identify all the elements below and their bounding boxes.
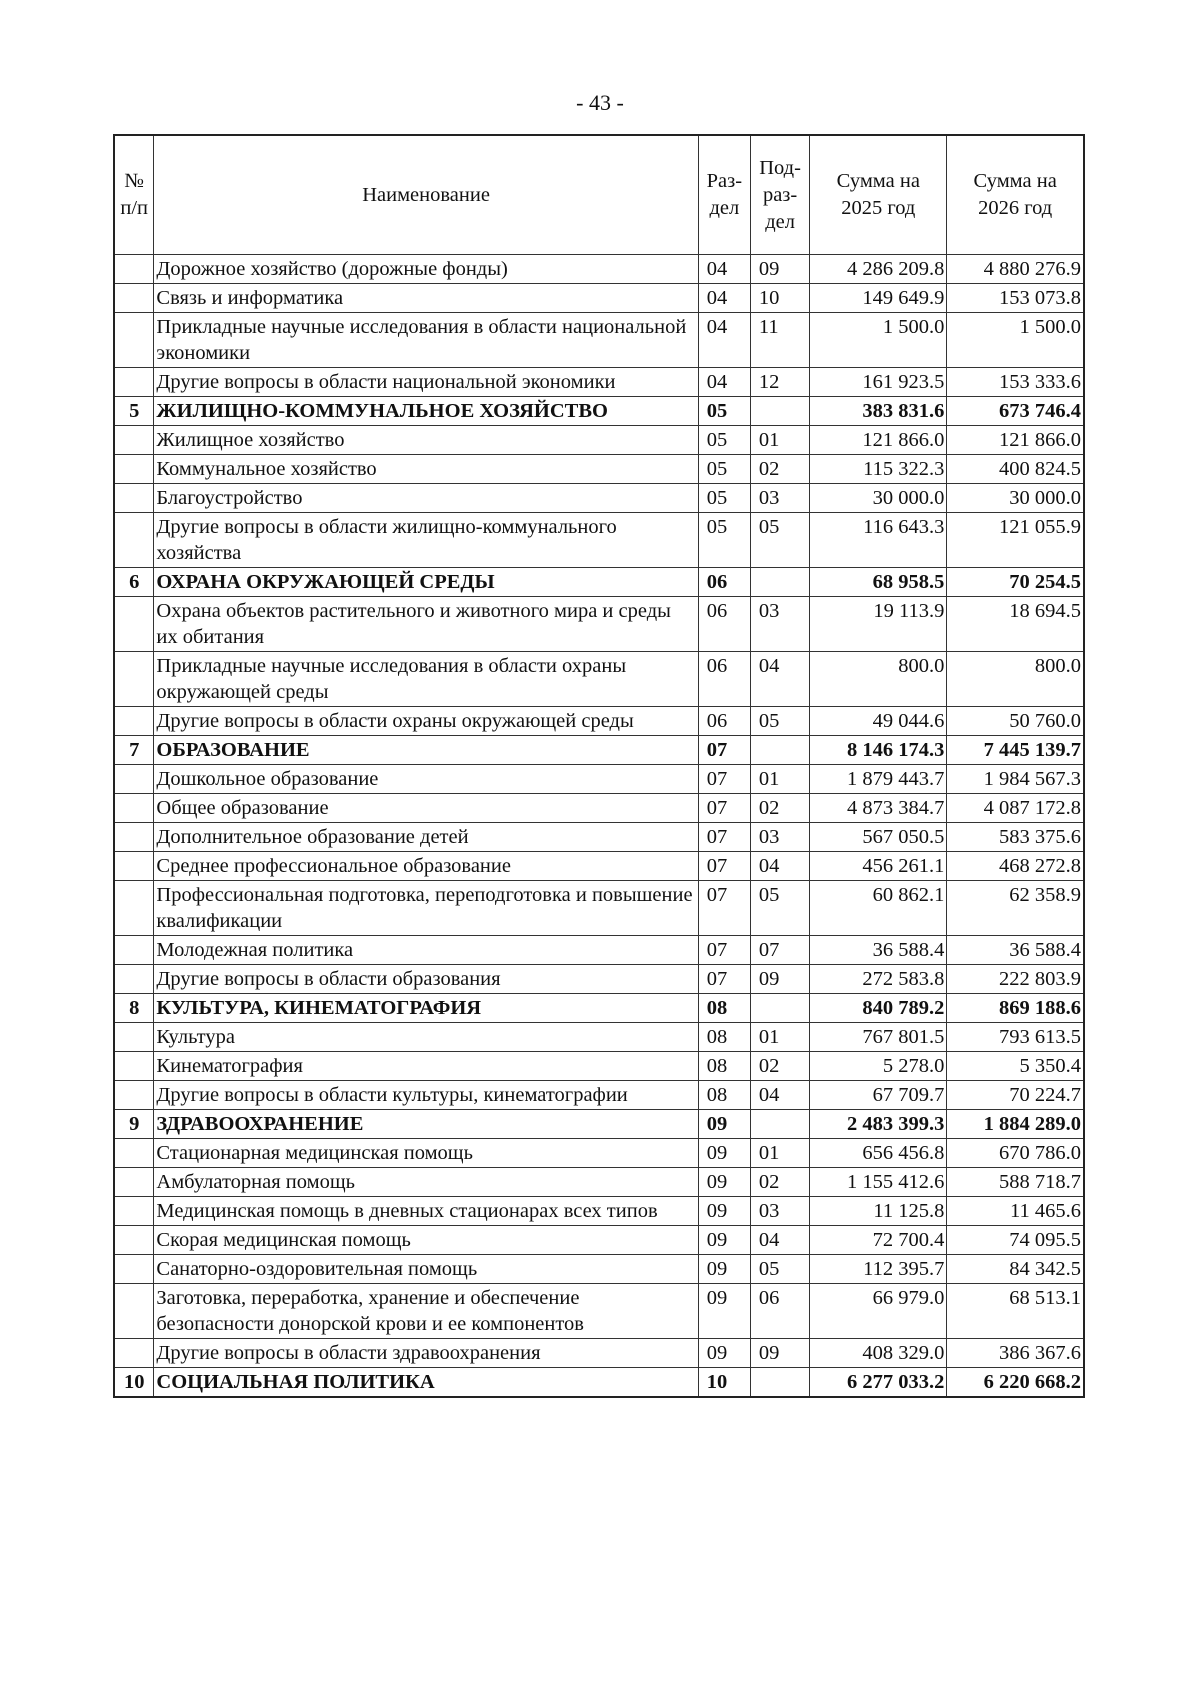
table-row — [114, 1255, 1084, 1284]
row-name-cell: Амбулаторная помощь — [154, 1168, 698, 1197]
row-section-cell: 04 — [698, 313, 750, 368]
table-row — [114, 707, 1084, 736]
row-number-cell — [114, 823, 154, 852]
row-sum-2026-cell: 84 342.5 — [947, 1255, 1084, 1284]
row-section-cell: 07 — [698, 881, 750, 936]
row-section-cell: 06 — [698, 652, 750, 707]
row-section-cell: 09 — [698, 1284, 750, 1339]
row-sum-2026-cell: 670 786.0 — [947, 1139, 1084, 1168]
row-sum-2026-cell: 588 718.7 — [947, 1168, 1084, 1197]
header-name — [154, 135, 698, 255]
row-section-cell: 09 — [698, 1339, 750, 1368]
row-name-cell: ОХРАНА ОКРУЖАЮЩЕЙ СРЕДЫ — [154, 568, 698, 597]
row-number-cell: 9 — [114, 1110, 154, 1139]
header-sum-2025-text: Сумма на 2025 год — [836, 170, 920, 219]
row-name-cell: Медицинская помощь в дневных стационарах всех типов — [154, 1197, 698, 1226]
row-name-cell: Другие вопросы в области культуры, кинематографии — [154, 1081, 698, 1110]
row-subsection-cell: 03 — [750, 484, 809, 513]
table-row — [114, 1139, 1084, 1168]
table-row — [114, 1226, 1084, 1255]
row-section-cell: 07 — [698, 823, 750, 852]
table-row — [114, 1023, 1084, 1052]
budget-table — [113, 134, 1085, 1398]
row-sum-2025-cell: 112 395.7 — [810, 1255, 947, 1284]
table-row — [114, 313, 1084, 368]
table-row — [114, 1339, 1084, 1368]
row-name-cell: Кинематография — [154, 1052, 698, 1081]
row-sum-2025-cell: 115 322.3 — [810, 455, 947, 484]
row-sum-2025-cell: 68 958.5 — [810, 568, 947, 597]
row-section-cell: 07 — [698, 852, 750, 881]
header-section — [698, 135, 750, 255]
table-row — [114, 284, 1084, 313]
row-section-cell: 07 — [698, 765, 750, 794]
row-sum-2025-cell: 767 801.5 — [810, 1023, 947, 1052]
table-row — [114, 794, 1084, 823]
row-sum-2026-cell: 11 465.6 — [947, 1197, 1084, 1226]
row-subsection-cell: 12 — [750, 368, 809, 397]
row-number-cell — [114, 1052, 154, 1081]
row-section-cell: 07 — [698, 965, 750, 994]
row-number-cell: 8 — [114, 994, 154, 1023]
row-name-cell: Другие вопросы в области жилищно-коммунального хозяйства — [154, 513, 698, 568]
row-subsection-cell: 10 — [750, 284, 809, 313]
row-sum-2025-cell: 1 155 412.6 — [810, 1168, 947, 1197]
row-name-cell: Дополнительное образование детей — [154, 823, 698, 852]
table-row — [114, 652, 1084, 707]
row-subsection-cell: 05 — [750, 707, 809, 736]
row-sum-2025-cell: 4 873 384.7 — [810, 794, 947, 823]
table-row — [114, 965, 1084, 994]
row-subsection-cell: 03 — [750, 1197, 809, 1226]
row-number-cell — [114, 368, 154, 397]
table-row — [114, 368, 1084, 397]
row-subsection-cell — [750, 1110, 809, 1139]
row-sum-2026-cell: 6 220 668.2 — [947, 1368, 1084, 1398]
row-sum-2026-cell: 70 254.5 — [947, 568, 1084, 597]
table-row — [114, 426, 1084, 455]
row-sum-2026-cell: 30 000.0 — [947, 484, 1084, 513]
row-sum-2025-cell: 1 500.0 — [810, 313, 947, 368]
row-section-cell: 08 — [698, 994, 750, 1023]
row-sum-2025-cell: 2 483 399.3 — [810, 1110, 947, 1139]
row-subsection-cell: 05 — [750, 513, 809, 568]
table-row — [114, 484, 1084, 513]
row-name-cell: СОЦИАЛЬНАЯ ПОЛИТИКА — [154, 1368, 698, 1398]
row-sum-2026-cell: 1 984 567.3 — [947, 765, 1084, 794]
row-number-cell: 6 — [114, 568, 154, 597]
row-number-cell — [114, 965, 154, 994]
row-name-cell: Молодежная политика — [154, 936, 698, 965]
row-sum-2026-cell: 50 760.0 — [947, 707, 1084, 736]
row-name-cell: Профессиональная подготовка, переподготовка и повышение квалификации — [154, 881, 698, 936]
row-number-cell — [114, 852, 154, 881]
row-section-cell: 09 — [698, 1168, 750, 1197]
row-number-cell — [114, 1226, 154, 1255]
table-row — [114, 513, 1084, 568]
table-row — [114, 765, 1084, 794]
table-row — [114, 823, 1084, 852]
row-sum-2026-cell: 869 188.6 — [947, 994, 1084, 1023]
row-sum-2026-cell: 468 272.8 — [947, 852, 1084, 881]
table-section-row — [114, 397, 1084, 426]
row-number-cell — [114, 484, 154, 513]
row-subsection-cell: 02 — [750, 1168, 809, 1197]
row-sum-2026-cell: 70 224.7 — [947, 1081, 1084, 1110]
row-name-cell: ОБРАЗОВАНИЕ — [154, 736, 698, 765]
row-name-cell: Коммунальное хозяйство — [154, 455, 698, 484]
row-number-cell — [114, 426, 154, 455]
row-number-cell — [114, 881, 154, 936]
row-subsection-cell: 01 — [750, 1023, 809, 1052]
table-section-row — [114, 994, 1084, 1023]
row-number-cell — [114, 1255, 154, 1284]
row-section-cell: 08 — [698, 1023, 750, 1052]
row-subsection-cell: 05 — [750, 881, 809, 936]
row-sum-2026-cell: 74 095.5 — [947, 1226, 1084, 1255]
row-name-cell: Заготовка, переработка, хранение и обеспечение безопасности донорской крови и ее компонентов — [154, 1284, 698, 1339]
row-name-cell: Общее образование — [154, 794, 698, 823]
row-number-cell — [114, 707, 154, 736]
table-row — [114, 1197, 1084, 1226]
row-name-cell: КУЛЬТУРА, КИНЕМАТОГРАФИЯ — [154, 994, 698, 1023]
row-name-cell: Санаторно-оздоровительная помощь — [154, 1255, 698, 1284]
table-body — [114, 255, 1084, 1398]
row-sum-2026-cell: 386 367.6 — [947, 1339, 1084, 1368]
row-sum-2026-cell: 400 824.5 — [947, 455, 1084, 484]
row-subsection-cell: 09 — [750, 1339, 809, 1368]
row-section-cell: 05 — [698, 397, 750, 426]
header-sum-2026-text: Сумма на 2026 год — [973, 170, 1057, 219]
row-sum-2025-cell: 161 923.5 — [810, 368, 947, 397]
row-name-cell: ЗДРАВООХРАНЕНИЕ — [154, 1110, 698, 1139]
row-name-cell: Скорая медицинская помощь — [154, 1226, 698, 1255]
table-row — [114, 455, 1084, 484]
row-subsection-cell: 02 — [750, 455, 809, 484]
row-sum-2025-cell: 8 146 174.3 — [810, 736, 947, 765]
row-subsection-cell — [750, 397, 809, 426]
row-section-cell: 05 — [698, 455, 750, 484]
row-sum-2025-cell: 121 866.0 — [810, 426, 947, 455]
table-row — [114, 881, 1084, 936]
table-row — [114, 1081, 1084, 1110]
row-name-cell: Стационарная медицинская помощь — [154, 1139, 698, 1168]
row-section-cell: 07 — [698, 794, 750, 823]
row-section-cell: 04 — [698, 368, 750, 397]
row-subsection-cell: 01 — [750, 765, 809, 794]
row-sum-2025-cell: 1 879 443.7 — [810, 765, 947, 794]
row-sum-2026-cell: 36 588.4 — [947, 936, 1084, 965]
row-subsection-cell: 04 — [750, 852, 809, 881]
row-name-cell: Другие вопросы в области национальной экономики — [154, 368, 698, 397]
row-section-cell: 07 — [698, 936, 750, 965]
row-sum-2026-cell: 7 445 139.7 — [947, 736, 1084, 765]
row-number-cell — [114, 1023, 154, 1052]
table-section-row — [114, 736, 1084, 765]
row-sum-2026-cell: 153 333.6 — [947, 368, 1084, 397]
row-number-cell — [114, 1139, 154, 1168]
row-sum-2025-cell: 11 125.8 — [810, 1197, 947, 1226]
row-subsection-cell: 04 — [750, 1226, 809, 1255]
row-section-cell: 09 — [698, 1255, 750, 1284]
row-sum-2025-cell: 60 862.1 — [810, 881, 947, 936]
row-sum-2025-cell: 36 588.4 — [810, 936, 947, 965]
row-number-cell — [114, 765, 154, 794]
header-num-text: № п/п — [120, 170, 149, 219]
row-sum-2026-cell: 62 358.9 — [947, 881, 1084, 936]
row-section-cell: 06 — [698, 597, 750, 652]
table-row — [114, 936, 1084, 965]
table-row — [114, 852, 1084, 881]
row-sum-2025-cell: 66 979.0 — [810, 1284, 947, 1339]
table-row — [114, 1284, 1084, 1339]
row-subsection-cell: 01 — [750, 1139, 809, 1168]
row-section-cell: 09 — [698, 1226, 750, 1255]
table-section-row — [114, 568, 1084, 597]
row-sum-2025-cell: 456 261.1 — [810, 852, 947, 881]
row-name-cell: Прикладные научные исследования в области охраны окружающей среды — [154, 652, 698, 707]
table-section-row — [114, 1110, 1084, 1139]
row-sum-2025-cell: 800.0 — [810, 652, 947, 707]
row-sum-2026-cell: 673 746.4 — [947, 397, 1084, 426]
row-sum-2025-cell: 383 831.6 — [810, 397, 947, 426]
row-number-cell — [114, 455, 154, 484]
row-section-cell: 08 — [698, 1052, 750, 1081]
row-subsection-cell: 02 — [750, 794, 809, 823]
row-number-cell — [114, 284, 154, 313]
row-sum-2025-cell: 656 456.8 — [810, 1139, 947, 1168]
row-sum-2025-cell: 840 789.2 — [810, 994, 947, 1023]
row-name-cell: Другие вопросы в области здравоохранения — [154, 1339, 698, 1368]
row-sum-2026-cell: 583 375.6 — [947, 823, 1084, 852]
row-sum-2026-cell: 4 880 276.9 — [947, 255, 1084, 284]
row-section-cell: 09 — [698, 1197, 750, 1226]
row-number-cell — [114, 1168, 154, 1197]
row-sum-2025-cell: 149 649.9 — [810, 284, 947, 313]
row-number-cell: 5 — [114, 397, 154, 426]
row-name-cell: ЖИЛИЩНО-КОММУНАЛЬНОЕ ХОЗЯЙСТВО — [154, 397, 698, 426]
row-name-cell: Благоустройство — [154, 484, 698, 513]
row-number-cell — [114, 1197, 154, 1226]
row-section-cell: 04 — [698, 284, 750, 313]
row-section-cell: 06 — [698, 568, 750, 597]
row-sum-2026-cell: 5 350.4 — [947, 1052, 1084, 1081]
row-section-cell: 05 — [698, 513, 750, 568]
row-sum-2025-cell: 567 050.5 — [810, 823, 947, 852]
row-number-cell — [114, 652, 154, 707]
row-number-cell — [114, 936, 154, 965]
row-name-cell: Жилищное хозяйство — [154, 426, 698, 455]
row-subsection-cell: 09 — [750, 965, 809, 994]
row-subsection-cell — [750, 1368, 809, 1398]
row-subsection-cell: 03 — [750, 823, 809, 852]
table-header-row — [114, 135, 1084, 255]
row-section-cell: 05 — [698, 484, 750, 513]
row-number-cell — [114, 255, 154, 284]
table-section-row — [114, 1368, 1084, 1398]
row-sum-2026-cell: 121 866.0 — [947, 426, 1084, 455]
header-sum-2026 — [947, 135, 1084, 255]
table-row — [114, 597, 1084, 652]
row-name-cell: Охрана объектов растительного и животного мира и среды их обитания — [154, 597, 698, 652]
row-section-cell: 06 — [698, 707, 750, 736]
row-number-cell — [114, 794, 154, 823]
row-subsection-cell: 01 — [750, 426, 809, 455]
row-subsection-cell: 07 — [750, 936, 809, 965]
row-subsection-cell: 05 — [750, 1255, 809, 1284]
row-subsection-cell: 11 — [750, 313, 809, 368]
row-sum-2025-cell: 5 278.0 — [810, 1052, 947, 1081]
row-subsection-cell: 09 — [750, 255, 809, 284]
row-sum-2026-cell: 1 884 289.0 — [947, 1110, 1084, 1139]
row-sum-2025-cell: 30 000.0 — [810, 484, 947, 513]
row-subsection-cell: 04 — [750, 1081, 809, 1110]
row-sum-2025-cell: 4 286 209.8 — [810, 255, 947, 284]
row-sum-2026-cell: 800.0 — [947, 652, 1084, 707]
header-sum-2025 — [810, 135, 947, 255]
header-subsection-text: Под- раз- дел — [759, 156, 801, 233]
header-section-text: Раз- дел — [706, 170, 743, 219]
row-sum-2026-cell: 68 513.1 — [947, 1284, 1084, 1339]
header-num — [114, 135, 154, 255]
row-sum-2025-cell: 67 709.7 — [810, 1081, 947, 1110]
row-number-cell — [114, 1284, 154, 1339]
row-section-cell: 09 — [698, 1110, 750, 1139]
row-subsection-cell: 04 — [750, 652, 809, 707]
row-subsection-cell: 02 — [750, 1052, 809, 1081]
row-number-cell — [114, 313, 154, 368]
row-number-cell: 7 — [114, 736, 154, 765]
row-name-cell: Дорожное хозяйство (дорожные фонды) — [154, 255, 698, 284]
row-sum-2025-cell: 19 113.9 — [810, 597, 947, 652]
row-name-cell: Другие вопросы в области охраны окружающей среды — [154, 707, 698, 736]
row-sum-2026-cell: 1 500.0 — [947, 313, 1084, 368]
row-section-cell: 07 — [698, 736, 750, 765]
row-sum-2025-cell: 49 044.6 — [810, 707, 947, 736]
row-name-cell: Дошкольное образование — [154, 765, 698, 794]
row-sum-2026-cell: 222 803.9 — [947, 965, 1084, 994]
row-subsection-cell — [750, 994, 809, 1023]
row-name-cell: Другие вопросы в области образования — [154, 965, 698, 994]
row-subsection-cell: 06 — [750, 1284, 809, 1339]
header-name-text: Наименование — [362, 183, 490, 206]
row-number-cell — [114, 1081, 154, 1110]
row-section-cell: 08 — [698, 1081, 750, 1110]
row-sum-2026-cell: 18 694.5 — [947, 597, 1084, 652]
row-sum-2026-cell: 793 613.5 — [947, 1023, 1084, 1052]
row-sum-2025-cell: 116 643.3 — [810, 513, 947, 568]
row-name-cell: Связь и информатика — [154, 284, 698, 313]
row-section-cell: 04 — [698, 255, 750, 284]
row-sum-2026-cell: 4 087 172.8 — [947, 794, 1084, 823]
row-subsection-cell: 03 — [750, 597, 809, 652]
row-name-cell: Среднее профессиональное образование — [154, 852, 698, 881]
row-sum-2025-cell: 272 583.8 — [810, 965, 947, 994]
page-number: - 43 - — [576, 90, 624, 115]
row-name-cell: Культура — [154, 1023, 698, 1052]
row-section-cell: 09 — [698, 1139, 750, 1168]
row-number-cell: 10 — [114, 1368, 154, 1398]
row-number-cell — [114, 513, 154, 568]
table-row — [114, 1168, 1084, 1197]
table-row — [114, 1052, 1084, 1081]
row-number-cell — [114, 1339, 154, 1368]
row-sum-2025-cell: 72 700.4 — [810, 1226, 947, 1255]
row-sum-2025-cell: 6 277 033.2 — [810, 1368, 947, 1398]
table-row — [114, 255, 1084, 284]
row-subsection-cell — [750, 568, 809, 597]
row-sum-2026-cell: 121 055.9 — [947, 513, 1084, 568]
header-subsection — [750, 135, 809, 255]
row-section-cell: 10 — [698, 1368, 750, 1398]
row-sum-2025-cell: 408 329.0 — [810, 1339, 947, 1368]
row-subsection-cell — [750, 736, 809, 765]
row-sum-2026-cell: 153 073.8 — [947, 284, 1084, 313]
row-name-cell: Прикладные научные исследования в области национальной экономики — [154, 313, 698, 368]
row-section-cell: 05 — [698, 426, 750, 455]
row-number-cell — [114, 597, 154, 652]
